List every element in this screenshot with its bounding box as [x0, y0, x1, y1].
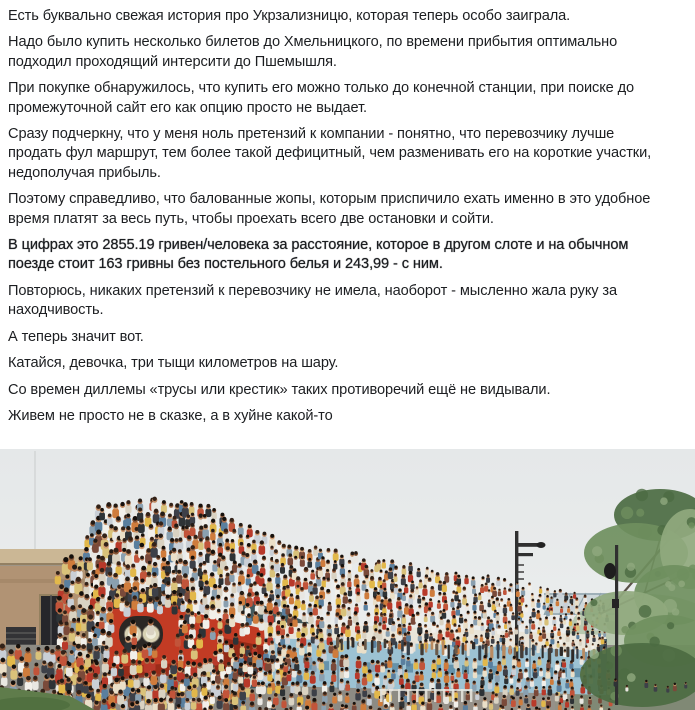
post-paragraph: Катайся, девочка, три тыщи километров на шару.	[8, 355, 339, 372]
post-paragraph: При покупке обнаружилось, что купить его можно только до конечной станции, при поиске до промежуточной сайт его как опцию просто не выдает.	[8, 80, 635, 116]
post-paragraph: Надо было купить несколько билетов до Хмельницкого, по времени прибытия оптимально подходил проходящий интерсити до Пшемышля.	[8, 34, 618, 70]
post-paragraph: Сразу подчеркну, что у меня ноль претензий к компании - понятно, что перевозчику лучше продать фул маршрут, тем более такой дефицитный, чем разменивать его на короткие участки, недополучая прибыль.	[8, 126, 652, 181]
post-photo[interactable]	[0, 449, 695, 710]
post-paragraph: Повторюсь, никаких претензий к перевозчику не имела, наоборот - мысленно жала руку за находчивость.	[8, 282, 618, 319]
post-paragraph: Живем не просто не в сказке, а в хуйне какой-то	[8, 407, 333, 424]
post-paragraph: А теперь значит вот.	[8, 328, 144, 345]
post-paragraph: Есть буквально свежая история про Укрзализницю, которая теперь особо заиграла.	[8, 8, 571, 24]
post-photo-svg	[0, 449, 695, 710]
post-paragraph: Поэтому справедливо, что балованные жопы, которым приспичило ехать именно в это удобное время платят за весь путь, чтобы проехать всего две остановки и сойти.	[8, 191, 651, 227]
post-paragraph: В цифрах это 2855.19 гривен/человека за расстояние, которое в другом слоте и на обычном поезде стоит 163 гривны без постельного белья и 243,99 - с ним.	[8, 237, 629, 273]
post-paragraph: Со времен диллемы «трусы или крестик» таких противоречий ещё не видывали.	[8, 381, 551, 398]
